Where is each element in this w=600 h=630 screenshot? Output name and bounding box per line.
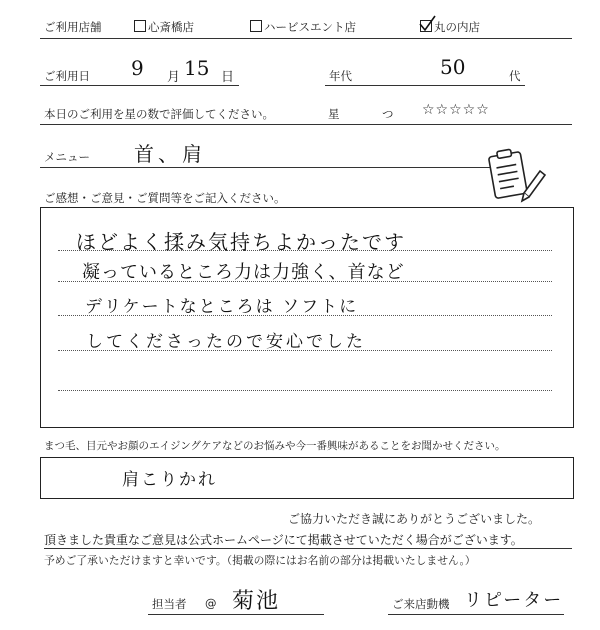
rating-stars[interactable]: ☆☆☆☆☆ [422, 102, 490, 118]
date-month-value: 9 [131, 56, 144, 80]
notice-line-2: 予めご了承いただけますと幸いです。（掲載の際にはお名前の部分は掲載いたしません。） [44, 554, 476, 567]
checkbox-marunouchi[interactable] [420, 20, 432, 32]
rating-label: 星 [328, 107, 340, 121]
concerns-label: まつ毛、目元やお顔のエイジングケアなどのお悩みや今一番興味があることをお聞かせください。 [44, 440, 506, 452]
age-unit: 代 [509, 69, 521, 83]
menu-label: メニュー [44, 150, 90, 164]
motive-label: ご来店動機 [392, 597, 450, 611]
comment-line-4: してくださったので安心でした [86, 332, 366, 352]
comment-line-1: ほどよく揉み気持ちよかったです [76, 230, 406, 254]
store-option-herbis[interactable]: ハービスエント店 [250, 19, 356, 35]
menu-value: 首、肩 [134, 142, 206, 166]
rating-label-count: つ [382, 107, 394, 121]
staff-label: 担当者 [152, 597, 187, 611]
checkbox-shinsaibashi[interactable] [134, 20, 146, 32]
store-option-marunouchi[interactable]: 丸の内店 [420, 19, 480, 35]
staff-name: 菊池 [232, 589, 281, 614]
checkbox-herbis[interactable] [250, 20, 262, 32]
thanks-text: ご協力いただき誠にありがとうございました。 [288, 512, 541, 526]
check-mark-icon [418, 15, 436, 33]
date-month-unit: 月 [167, 70, 181, 85]
staff-at: @ [205, 596, 217, 610]
date-day-unit: 日 [221, 70, 235, 85]
clipboard-icon [484, 145, 548, 205]
motive-value: リピーター [464, 590, 564, 611]
comments-label: ご感想・ご意見・ご質問等をご記入ください。 [44, 191, 286, 205]
store-label: ご利用店舗 [44, 20, 102, 34]
store-option-shinsaibashi[interactable]: 心斎橋店 [134, 19, 194, 35]
concerns-value: 肩こりかれ [122, 470, 217, 490]
date-label: ご利用日 [44, 69, 90, 83]
concerns-box[interactable] [40, 457, 574, 499]
age-value: 50 [440, 55, 466, 79]
notice-line-1: 頂きました貴重なご意見は公式ホームページにて掲載させていただく場合がございます。 [44, 533, 523, 547]
comment-line-3: デリケートなところは ソフトに [85, 297, 359, 317]
date-day-value: 15 [184, 56, 210, 80]
rating-prompt: 本日のご利用を星の数で評価してください。 [44, 107, 274, 121]
comment-line-2: 凝っているところ力は力強く、首など [82, 262, 405, 283]
age-label: 年代 [329, 69, 352, 83]
